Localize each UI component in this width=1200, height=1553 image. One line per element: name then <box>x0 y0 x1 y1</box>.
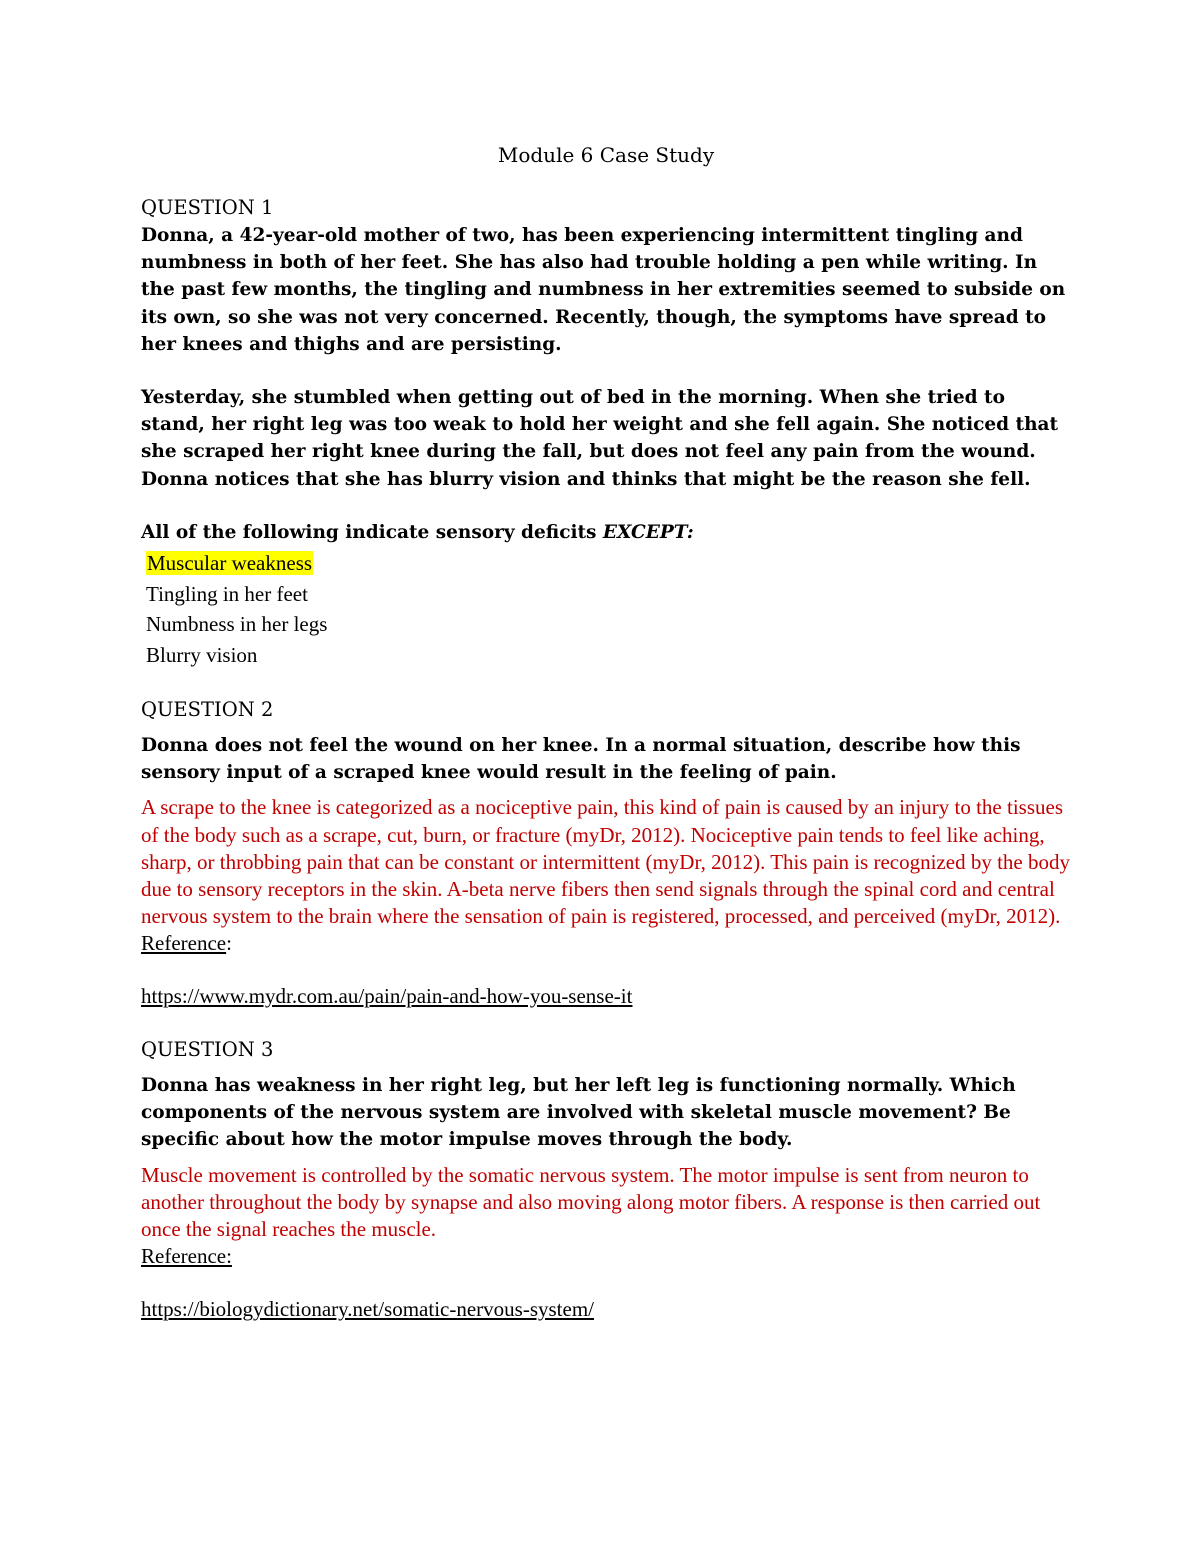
question-1-options <box>141 548 1071 670</box>
question-1-prompt-text: All of the following indicate sensory deficits <box>141 521 603 543</box>
question-1-prompt <box>141 519 1071 546</box>
question-1-scenario-paragraph-1: Donna, a 42-year-old mother of two, has been experiencing intermittent tingling and numbness in both of her feet. She has also had trouble holding a pen while writing. In the past few months, the tingling and numbness in her extremities seemed to subside on its own, so she was not very concerned. Recently, though, the symptoms have spread to her knees and thighs and are persisting. <box>141 225 1066 355</box>
question-3-prompt: Donna has weakness in her right leg, but her left leg is functioning normally. Which components of the nervous system are involved with skeletal muscle movement? Be specific about how the motor impulse moves through the body. <box>141 1074 1016 1151</box>
question-2 <box>141 696 1071 1010</box>
question-2-reference-link[interactable]: https://www.mydr.com.au/pain/pain-and-how-you-sense-it <box>141 983 633 1008</box>
option-1-highlighted-text: Muscular weakness <box>147 551 313 576</box>
reference-label-text: Reference <box>141 930 227 955</box>
option-4: Blurry vision <box>146 642 258 667</box>
question-2-label: QUESTION 2 <box>141 698 274 722</box>
option-1 <box>141 548 1071 579</box>
reference-label-colon: : <box>226 930 232 955</box>
spacer <box>141 358 1071 384</box>
spacer <box>141 1064 1071 1072</box>
option-3: Numbness in her legs <box>146 612 328 637</box>
question-3 <box>141 1036 1071 1323</box>
question-3-reference-label: Reference: <box>141 1243 232 1268</box>
question-2-prompt: Donna does not feel the wound on her knee. In a normal situation, describe how this sensory input of a scraped knee would result in the feeling of pain. <box>141 735 1021 784</box>
question-1 <box>141 194 1071 670</box>
question-2-answer: A scrape to the knee is categorized as a nociceptive pain, this kind of pain is caused by an injury to the tissues of the body such as a scrape, cut, burn, or fracture (myDr, 2012). Nociceptive pain tends to feel like aching, sharp, or throbbing pain that can be constant or intermittent (myDr, 2012). This pain is recognized by the body due to sensory receptors in the skin. A-beta nerve fibers then send signals through the spinal cord and central nervous system to the brain where the sensation of pain is registered, processed, and perceived (myDr, 2012). <box>141 795 1070 928</box>
question-3-answer: Muscle movement is controlled by the somatic nervous system. The motor impulse is sent from neuron to another throughout the body by synapse and also moving along motor fibers. A response is then carried out once the signal reaches the muscle. <box>141 1162 1041 1241</box>
question-2-reference-label <box>141 930 1071 957</box>
question-1-prompt-emphasis: EXCEPT: <box>602 521 694 543</box>
question-1-scenario-paragraph-2: Yesterday, she stumbled when getting out of bed in the morning. When she tried to stand, her right leg was too weak to hold her weight and she fell again. She noticed that she scraped her right knee during the fall, but does not feel any pain from the wound. Donna notices that she has blurry vision and thinks that might be the reason she fell. <box>141 387 1059 490</box>
question-1-label: QUESTION 1 <box>141 196 274 219</box>
question-3-label: QUESTION 3 <box>141 1037 274 1061</box>
document-content <box>141 140 1071 1323</box>
question-3-reference-link[interactable]: https://biologydictionary.net/somatic-nervous-system/ <box>141 1296 594 1321</box>
spacer <box>141 724 1071 732</box>
page-title: Module 6 Case Study <box>497 143 715 167</box>
option-2: Tingling in her feet <box>146 581 308 606</box>
spacer <box>141 493 1071 519</box>
